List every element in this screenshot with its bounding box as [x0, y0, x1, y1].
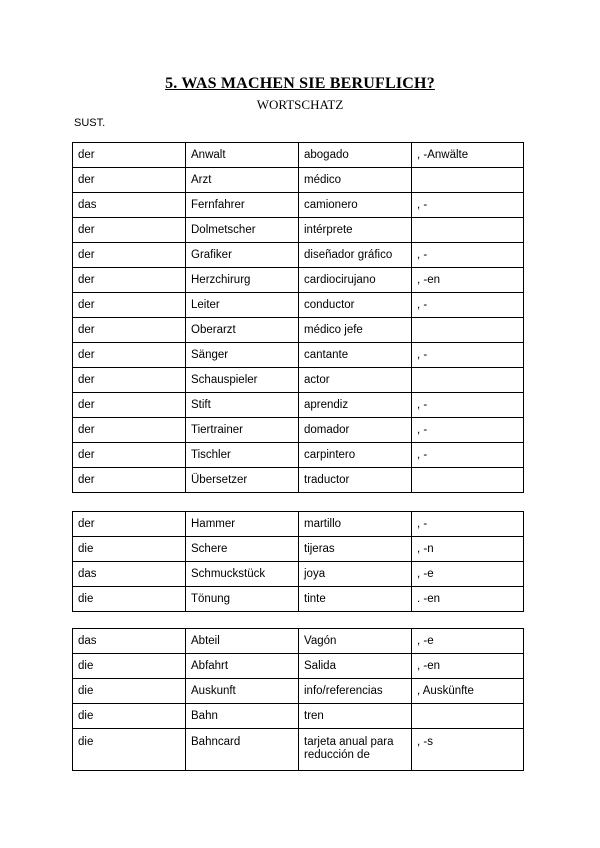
noun-cell: Dolmetscher [186, 218, 299, 243]
plural-cell: , -Anwälte [412, 143, 524, 168]
noun-cell: Schmuckstück [186, 562, 299, 587]
noun-cell: Leiter [186, 293, 299, 318]
noun-cell: Bahncard [186, 729, 299, 771]
plural-cell [412, 468, 524, 493]
noun-cell: Hammer [186, 512, 299, 537]
article-cell: der [73, 468, 186, 493]
noun-cell: Arzt [186, 168, 299, 193]
noun-cell: Fernfahrer [186, 193, 299, 218]
table-row [73, 193, 524, 218]
article-cell: der [73, 512, 186, 537]
table-row [73, 168, 524, 193]
translation-cell: conductor [299, 293, 412, 318]
article-cell: die [73, 729, 186, 771]
translation-cell: tijeras [299, 537, 412, 562]
plural-cell: , -en [412, 268, 524, 293]
article-cell: der [73, 143, 186, 168]
translation-cell: martillo [299, 512, 412, 537]
article-cell: der [73, 368, 186, 393]
plural-cell: , -e [412, 629, 524, 654]
plural-cell: , - [412, 443, 524, 468]
table-row [73, 218, 524, 243]
table-row [73, 562, 524, 587]
translation-cell: tinte [299, 587, 412, 612]
plural-cell: , -n [412, 537, 524, 562]
noun-cell: Oberarzt [186, 318, 299, 343]
article-cell: das [73, 562, 186, 587]
table-row [73, 143, 524, 168]
article-cell: der [73, 418, 186, 443]
plural-cell: , Auskünfte [412, 679, 524, 704]
article-cell: die [73, 679, 186, 704]
vocab-table-tools [72, 511, 524, 612]
table-row [73, 629, 524, 654]
article-cell: der [73, 218, 186, 243]
table-row [73, 343, 524, 368]
article-cell: das [73, 193, 186, 218]
noun-cell: Grafiker [186, 243, 299, 268]
plural-cell: . -en [412, 587, 524, 612]
table-row [73, 318, 524, 343]
plural-cell: , - [412, 193, 524, 218]
article-cell: die [73, 704, 186, 729]
article-cell: der [73, 268, 186, 293]
table-row [73, 368, 524, 393]
article-cell: die [73, 587, 186, 612]
article-cell: der [73, 393, 186, 418]
table-row [73, 293, 524, 318]
noun-cell: Auskunft [186, 679, 299, 704]
plural-cell: , - [412, 512, 524, 537]
translation-cell: info/referencias [299, 679, 412, 704]
vocab-table-professions [72, 142, 524, 493]
article-cell: das [73, 629, 186, 654]
noun-cell: Abfahrt [186, 654, 299, 679]
table-row [73, 243, 524, 268]
plural-cell: , - [412, 293, 524, 318]
translation-cell: médico [299, 168, 412, 193]
table-row [73, 587, 524, 612]
translation-cell: actor [299, 368, 412, 393]
translation-cell: traductor [299, 468, 412, 493]
noun-cell: Anwalt [186, 143, 299, 168]
plural-cell: , -e [412, 562, 524, 587]
plural-cell: , - [412, 418, 524, 443]
translation-cell: cantante [299, 343, 412, 368]
noun-cell: Tiertrainer [186, 418, 299, 443]
page-title: 5. WAS MACHEN SIE BERUFLICH? [165, 75, 435, 92]
plural-cell [412, 218, 524, 243]
table-row [73, 393, 524, 418]
noun-cell: Sänger [186, 343, 299, 368]
translation-cell: Vagón [299, 629, 412, 654]
translation-cell: aprendiz [299, 393, 412, 418]
noun-cell: Schauspieler [186, 368, 299, 393]
article-cell: der [73, 293, 186, 318]
table-row [73, 268, 524, 293]
article-cell: die [73, 654, 186, 679]
translation-cell: domador [299, 418, 412, 443]
noun-cell: Übersetzer [186, 468, 299, 493]
plural-cell [412, 318, 524, 343]
table-row [73, 418, 524, 443]
translation-cell: tarjeta anual para reducción de [299, 729, 412, 771]
translation-cell: abogado [299, 143, 412, 168]
translation-cell: diseñador gráfico [299, 243, 412, 268]
plural-cell [412, 704, 524, 729]
plural-cell: , -s [412, 729, 524, 771]
article-cell: der [73, 243, 186, 268]
translation-cell: tren [299, 704, 412, 729]
translation-cell: cardiocirujano [299, 268, 412, 293]
table-row [73, 468, 524, 493]
noun-cell: Abteil [186, 629, 299, 654]
table-row [73, 704, 524, 729]
table-row [73, 443, 524, 468]
noun-cell: Tischler [186, 443, 299, 468]
table-row [73, 729, 524, 771]
translation-cell: carpintero [299, 443, 412, 468]
noun-cell: Bahn [186, 704, 299, 729]
section-label: SUST. [74, 117, 106, 129]
vocab-table-travel [72, 628, 524, 771]
translation-cell: joya [299, 562, 412, 587]
translation-cell: Salida [299, 654, 412, 679]
table-row [73, 654, 524, 679]
plural-cell [412, 368, 524, 393]
plural-cell: , - [412, 343, 524, 368]
translation-cell: camionero [299, 193, 412, 218]
translation-cell: médico jefe [299, 318, 412, 343]
plural-cell: , -en [412, 654, 524, 679]
article-cell: der [73, 443, 186, 468]
noun-cell: Herzchirurg [186, 268, 299, 293]
article-cell: die [73, 537, 186, 562]
page-subtitle: WORTSCHATZ [256, 97, 344, 112]
plural-cell: , - [412, 393, 524, 418]
translation-cell: intérprete [299, 218, 412, 243]
table-row [73, 512, 524, 537]
plural-cell: , - [412, 243, 524, 268]
table-row [73, 537, 524, 562]
noun-cell: Stift [186, 393, 299, 418]
noun-cell: Tönung [186, 587, 299, 612]
table-row [73, 679, 524, 704]
article-cell: der [73, 343, 186, 368]
plural-cell [412, 168, 524, 193]
article-cell: der [73, 168, 186, 193]
article-cell: der [73, 318, 186, 343]
noun-cell: Schere [186, 537, 299, 562]
